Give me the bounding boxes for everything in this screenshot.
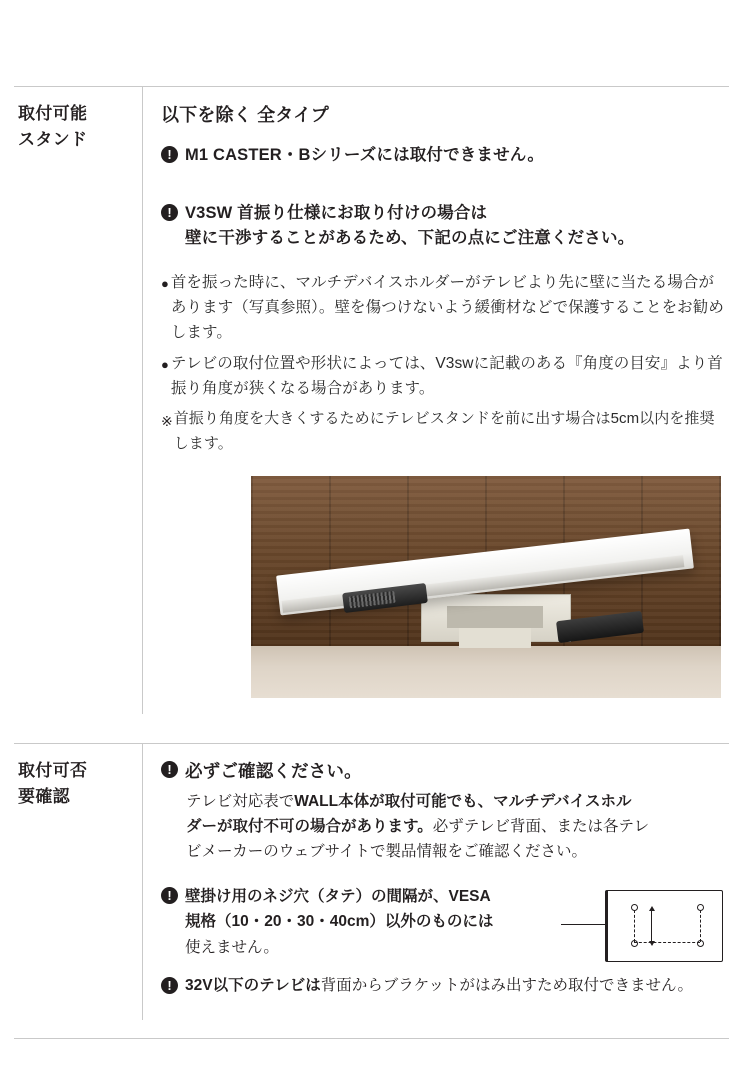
vesa-line-1: 壁掛け用のネジ穴（タテ）の間隔が、VESA [185, 888, 491, 906]
notice-v3sw-line2: 壁に干渉することがあるため、下記の点にご注意ください。 [185, 229, 635, 248]
bullet-item [161, 270, 725, 345]
vesa-line-2: 規格（10・20・30・40cm）以外のものには [185, 913, 494, 931]
product-photo [251, 476, 721, 698]
size-limit-notice [161, 974, 725, 998]
must-check-body-e: ビメーカーのウェブサイトで製品情報をご確認ください。 [186, 843, 587, 861]
must-check-body-a: テレビ対応表で [186, 793, 295, 810]
photo-container [161, 476, 725, 698]
section-label-check-required [14, 744, 142, 1020]
section-compatible-stands [14, 87, 729, 714]
label-line-2: スタンド [18, 130, 88, 150]
spacer [161, 175, 725, 201]
exclamation-icon: ! [161, 146, 178, 163]
exclamation-icon: ! [161, 887, 178, 904]
photo-post [459, 626, 531, 648]
must-check-body-d: 必ずテレビ背面、または各テレ [432, 818, 650, 836]
size-limit-rest: 背面からブラケットがはみ出すため取付できません。 [320, 977, 693, 995]
divider-bottom [14, 1038, 729, 1039]
section-label-compatible-stands [14, 87, 142, 714]
vesa-line-3: 使えません。 [185, 938, 279, 956]
tv-back-outline [605, 890, 723, 962]
photo-bracket-inner [447, 606, 543, 628]
bullet-dot-icon: ● [161, 275, 169, 291]
guide-line-bottom [634, 942, 700, 943]
vertical-spacing-arrow-icon [651, 910, 652, 942]
section-content-check-required [143, 744, 729, 1020]
asterisk-icon: ※ [161, 413, 173, 430]
compatible-stands-heading: 以下を除く 全タイプ [161, 105, 329, 125]
vesa-notice [161, 884, 725, 962]
photo-floor [251, 646, 721, 698]
size-limit-bold: 32V以下のテレビは [185, 977, 321, 995]
note-text: 首振り角度を大きくするためにテレビスタンドを前に出す場合は5cm以内を推奨します。 [173, 410, 715, 452]
label-line-2: 要確認 [18, 787, 71, 807]
section-content-compatible-stands [143, 87, 729, 714]
bullet-dot-icon: ● [161, 357, 169, 373]
exclamation-icon: ! [161, 977, 178, 994]
guide-line-right [700, 910, 701, 942]
notice-m1-caster-text: M1 CASTER・Bシリーズには取付できません。 [185, 146, 545, 164]
exclamation-icon: ! [161, 761, 178, 778]
must-check-body [186, 789, 725, 864]
section-check-required [14, 744, 729, 1020]
exclamation-icon: ! [161, 204, 178, 221]
label-line-1: 取付可否 [18, 761, 88, 780]
vesa-diagram [605, 890, 725, 962]
label-line-1: 取付可能 [18, 104, 88, 123]
must-check-heading: 必ずご確認ください。 [185, 761, 362, 781]
notice-v3sw [161, 201, 725, 252]
notice-v3sw-line1: V3SW 首振り仕様にお取り付けの場合は [185, 203, 488, 222]
bullet-text: テレビの取付位置や形状によっては、V3swに記載のある『角度の目安』より首振り角度が狭くなる場合があります。 [170, 355, 723, 398]
must-check-heading-row [161, 758, 725, 783]
spacer [161, 864, 725, 880]
note-item [161, 407, 725, 456]
notice-m1-caster [161, 143, 725, 169]
must-check-body-c: ダーが取付不可の場合があります。 [186, 818, 433, 836]
bullet-item [161, 351, 725, 401]
guide-line-left [634, 910, 635, 942]
bullet-text: 首を振った時に、マルチデバイスホルダーがテレビより先に壁に当たる場合があります（写真参照）。壁を傷つけないよう緩衝材などで保護することをお勧めします。 [170, 273, 724, 341]
leader-line [561, 924, 605, 925]
must-check-body-b: WALL本体が取付可能でも、マルチデバイスホル [294, 793, 632, 810]
